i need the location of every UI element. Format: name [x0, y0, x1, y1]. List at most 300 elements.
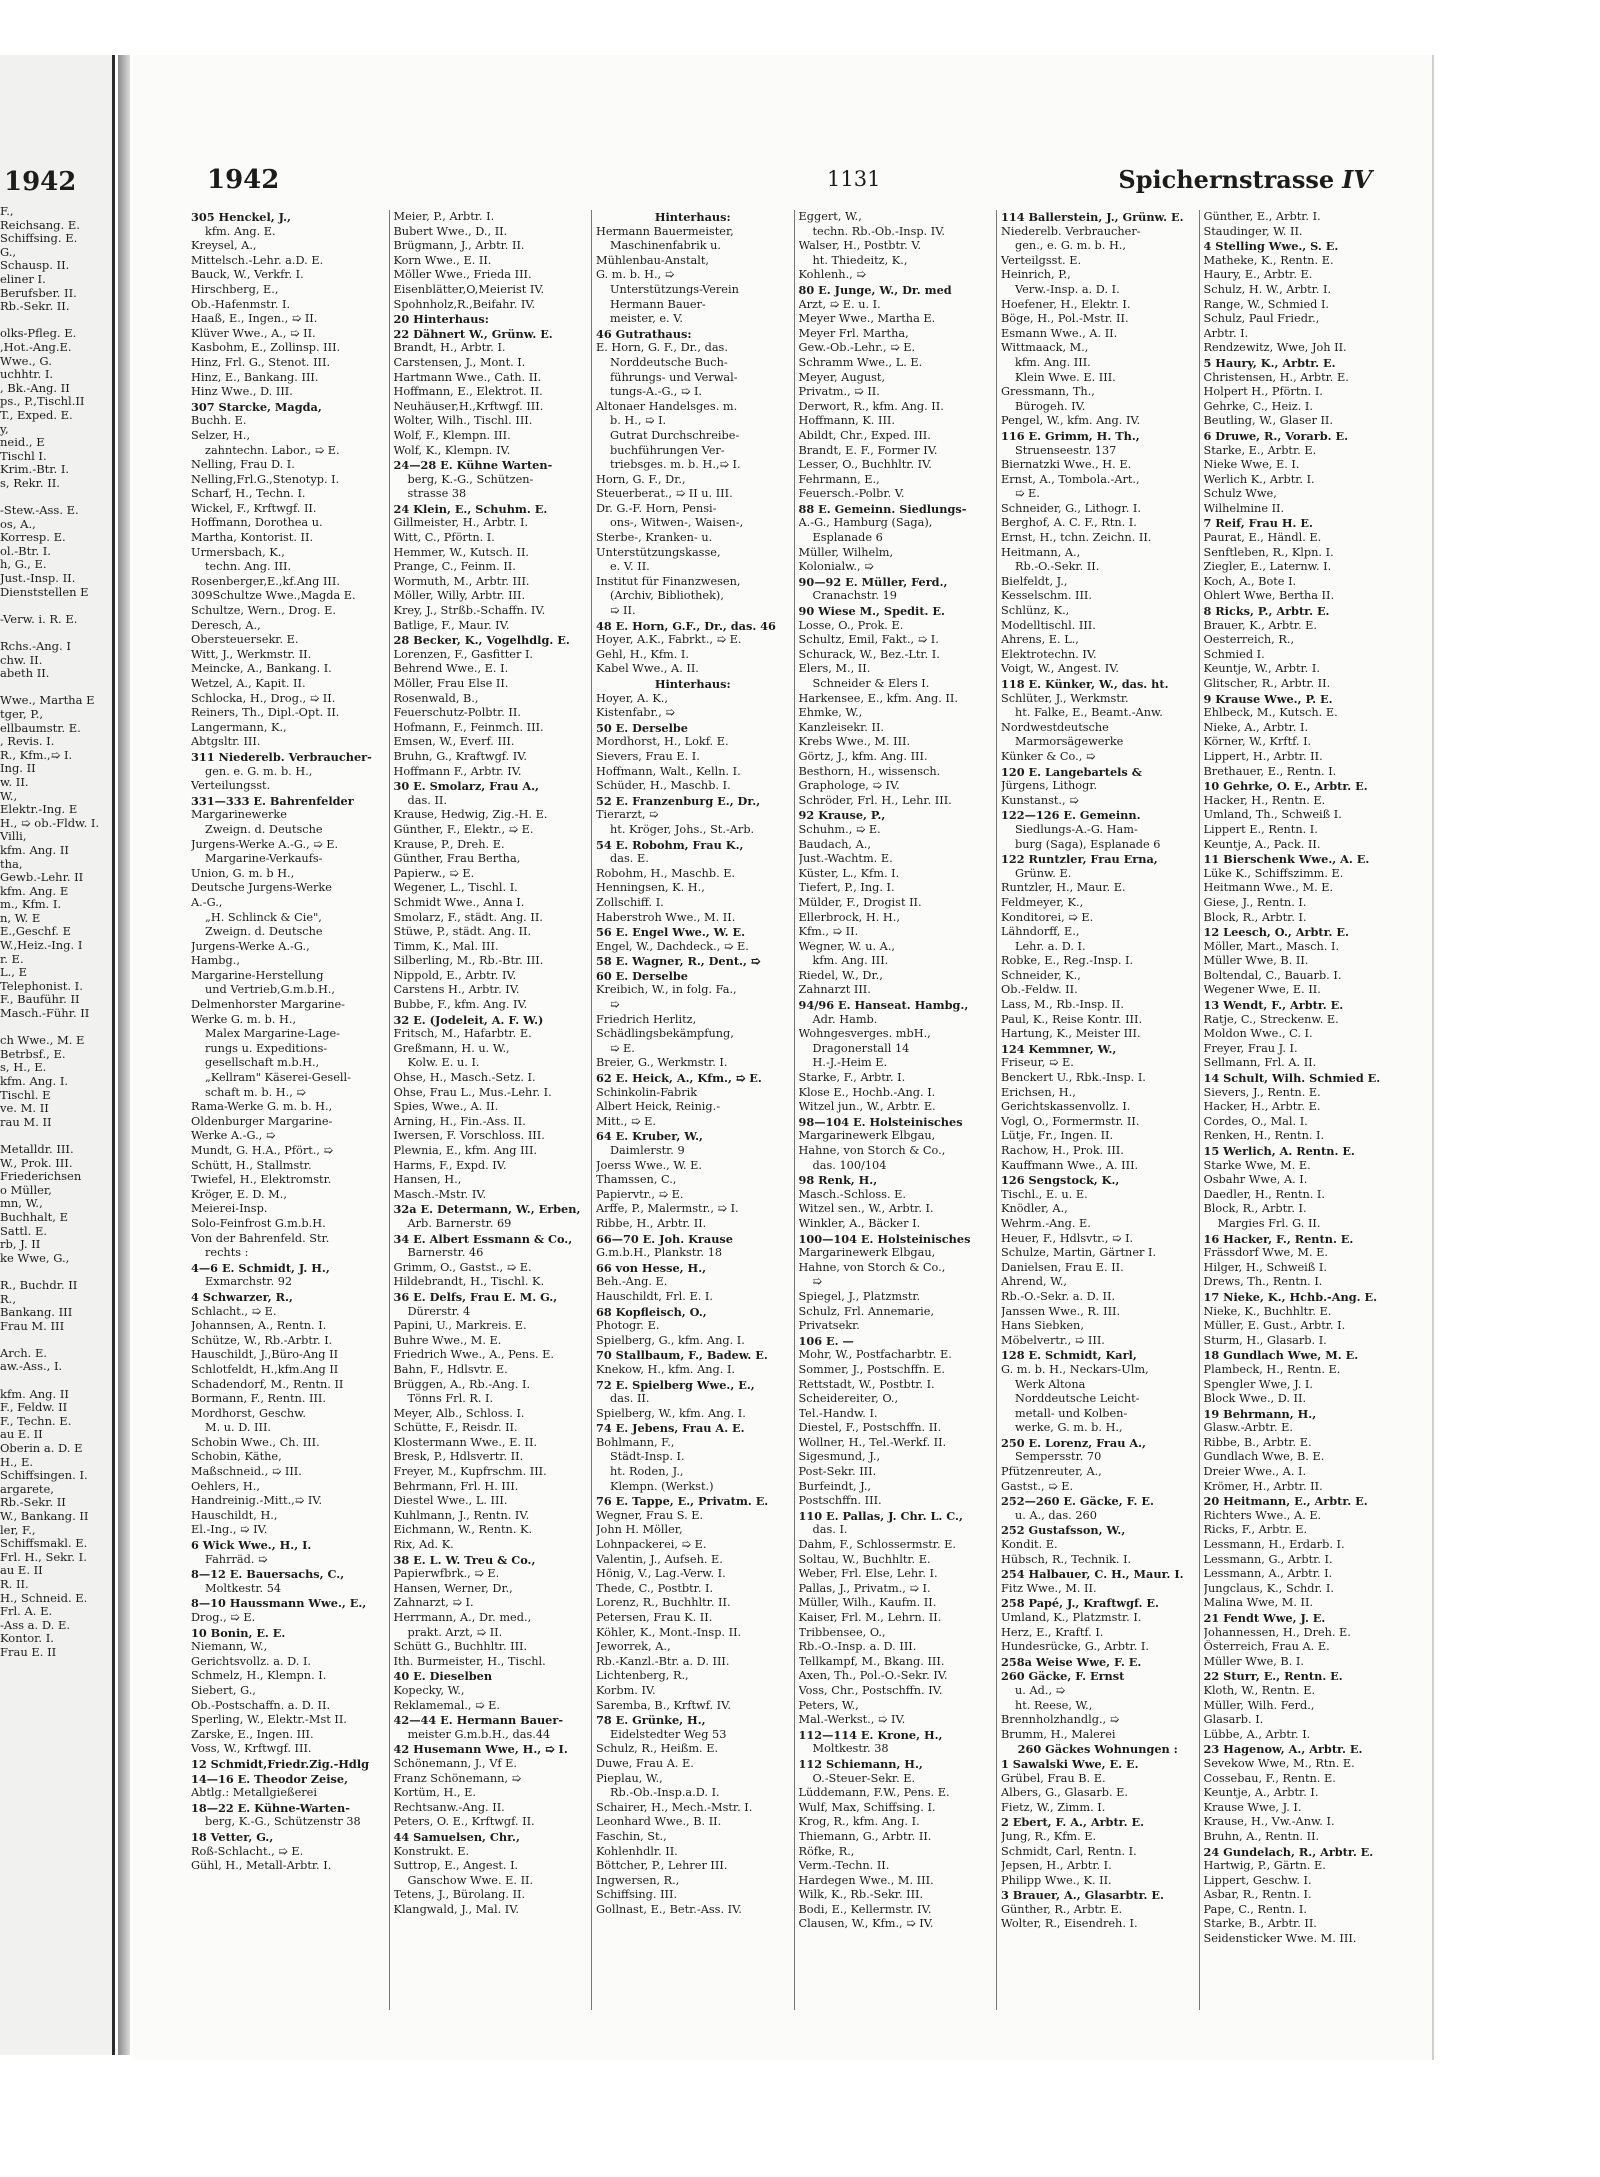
- directory-entry-line: Niemann, W.,: [191, 1640, 268, 1654]
- directory-entry-line: Sievers, J., Rentn. E.: [1203, 1085, 1321, 1099]
- directory-entry-line: 90 Wiese M., Spedit. E.: [798, 604, 945, 619]
- previous-page-line: E.,Geschf. E: [0, 925, 71, 939]
- directory-entry-line: Krog, R., kfm. Ang. I.: [798, 1815, 920, 1829]
- previous-page-line: Just.-Insp. II.: [0, 572, 76, 586]
- previous-page-line: olks-Pfleg. E.: [0, 327, 77, 341]
- directory-entry-line: Martha, Kontorist. II.: [191, 531, 314, 545]
- directory-entry-line: Janssen Wwe., R. III.: [1001, 1304, 1121, 1318]
- directory-entry-line: Brüggen, A., Rb.-Ang. I.: [393, 1377, 531, 1391]
- directory-entry-line: Modelltischl. III.: [1001, 618, 1096, 632]
- directory-entry-line: Schultz, Emil, Fakt., ➯ I.: [798, 633, 939, 647]
- directory-entry-line: 94/96 E. Hanseat. Hambg.,: [798, 998, 969, 1013]
- directory-entry-line: Thamssen, C.,: [596, 1173, 677, 1187]
- directory-entry-line: Stüwe, P., städt. Ang. II.: [393, 925, 532, 939]
- directory-entry-line: Biernatzki Wwe., H. E.: [1001, 458, 1132, 472]
- directory-entry-line: Korbm. IV.: [596, 1683, 656, 1697]
- directory-entry-line: Abildt, Chr., Exped. III.: [798, 428, 931, 442]
- directory-entry-line: Pengel, W., kfm. Ang. IV.: [1001, 414, 1141, 428]
- directory-entry-line: 307 Starcke, Magda,: [191, 399, 322, 414]
- directory-entry-line: Philipp Wwe., K. II.: [1001, 1873, 1112, 1887]
- directory-entry-line: Margarinewerk Elbgau,: [798, 1246, 936, 1260]
- previous-page-line: mn, W.,: [0, 1197, 43, 1211]
- directory-entry-line: 4 Schwarzer, R.,: [191, 1289, 293, 1304]
- directory-entry-line: Rix, Ad. K.: [393, 1538, 454, 1552]
- directory-entry-line: Norddeutsche Leicht-: [1015, 1392, 1140, 1406]
- directory-entry-line: Nelling,Frl.G.,Stenotyp. I.: [191, 472, 340, 486]
- directory-entry-line: Greßmann, H. u. W.,: [393, 1041, 510, 1055]
- directory-entry-line: Lass, M., Rb.-Insp. II.: [1001, 998, 1124, 1012]
- directory-entry-line: 42 Husemann Wwe, H., ➯ I.: [393, 1742, 568, 1757]
- directory-entry-line: tungs-A.-G., ➯ I.: [610, 385, 703, 399]
- directory-entry-line: Moltkestr. 54: [205, 1581, 282, 1595]
- directory-entry-line: Klüver Wwe., A., ➯ II.: [191, 326, 316, 340]
- directory-entry-line: Herz, E., Kraftf. I.: [1001, 1625, 1104, 1639]
- directory-entry-line: Görtz, J., kfm. Ang. III.: [798, 749, 928, 763]
- directory-entry-line: Schröder, Frl. H., Lehr. III.: [798, 793, 952, 807]
- directory-entry-line: Rb.-O.-Sekr. a. D. II.: [1001, 1289, 1116, 1303]
- previous-page-line: s, H., E.: [0, 1061, 47, 1075]
- previous-page-line: R., Buchdr. II: [0, 1278, 78, 1292]
- previous-page-line: G.,: [0, 245, 17, 259]
- directory-entry-line: gen. e. G. m. b. H.,: [205, 764, 313, 778]
- directory-entry-line: 5 Haury, K., Arbtr. E.: [1203, 355, 1336, 370]
- directory-entry-line: Rb.-Ob.-Insp.a.D. I.: [610, 1786, 720, 1800]
- directory-entry-line: Block Wwe., D. II.: [1203, 1392, 1307, 1406]
- directory-entry-line: Werlich K., Arbtr. I.: [1203, 472, 1315, 486]
- directory-entry-line: Institut für Finanzwesen,: [596, 574, 741, 588]
- previous-page-line: H., Schneid. E.: [0, 1591, 88, 1605]
- directory-entry-line: Wehrm.-Ang. E.: [1001, 1216, 1091, 1230]
- directory-entry-line: zahntechn. Labor., ➯ E.: [205, 443, 340, 457]
- directory-entry-line: ht. Falke, E., Beamt.-Anw.: [1015, 706, 1163, 720]
- directory-entry-line: Frässdorf Wwe, M. E.: [1203, 1246, 1329, 1260]
- directory-entry-line: Kröger, E. D. M.,: [191, 1187, 287, 1201]
- directory-entry-line: 13 Wendt, F., Arbtr. E.: [1203, 998, 1344, 1013]
- previous-page-lines: [0, 205, 112, 1660]
- directory-entry-line: Daedler, H., Rentn. I.: [1203, 1187, 1325, 1201]
- book-gutter: [118, 55, 130, 2055]
- previous-page-line: Metalldr. III.: [0, 1142, 74, 1156]
- directory-entry-line: Kabel Wwe., A. II.: [596, 662, 699, 676]
- directory-entry-line: Plewnia, E., kfm. Ang III.: [393, 1144, 538, 1157]
- previous-page-line: r. E.: [0, 952, 24, 966]
- directory-entry-line: ht. Thiedeitz, K.,: [812, 253, 908, 267]
- directory-entry-line: Rb.-O.-Insp. a. D. III.: [798, 1640, 917, 1654]
- directory-entry-line: Rama-Werke G. m. b. H.,: [191, 1100, 333, 1114]
- previous-page-line: os, A.,: [0, 517, 36, 531]
- directory-entry-line: 88 E. Gemeinn. Siedlungs-: [798, 501, 967, 516]
- directory-entry-line: Hauschildt, J.,Büro-Ang II: [191, 1348, 339, 1362]
- directory-entry-line: das. E.: [610, 852, 649, 866]
- directory-entry-line: A.-G.,: [191, 895, 223, 909]
- directory-entry-line: Nieke, A., Arbtr. I.: [1203, 720, 1309, 734]
- previous-page-line: ol.-Btr. I.: [0, 544, 51, 558]
- directory-entry-line: Fahrräd. ➯: [205, 1552, 268, 1566]
- directory-entry-line: Graphologe, ➯ IV.: [798, 779, 900, 793]
- directory-entry-line: Klempn. (Werkst.): [610, 1479, 714, 1493]
- directory-entry-line: Österreich, Frau A. E.: [1203, 1640, 1330, 1654]
- directory-entry-line: Selzer, H.,: [191, 428, 251, 442]
- directory-entry-line: Möller, Mart., Masch. I.: [1203, 939, 1340, 953]
- directory-entry-line: Reklamemal., ➯ E.: [393, 1698, 501, 1712]
- directory-entry-line: 34 E. Albert Essmann & Co.,: [393, 1231, 573, 1246]
- directory-entry-line: 14 Schult, Wilh. Schmied E.: [1203, 1071, 1381, 1086]
- directory-entry-line: Krömer, H., Arbtr. II.: [1203, 1479, 1323, 1493]
- directory-entry-line: Nieke Wwe, E. I.: [1203, 458, 1300, 472]
- directory-entry-line: 116 E. Grimm, H. Th.,: [1001, 428, 1140, 443]
- directory-entry-line: rechts :: [205, 1246, 249, 1260]
- directory-entry-line: Elektrotechn. IV.: [1001, 647, 1097, 661]
- directory-entry-line: Abtlg.: Metallgießerei: [191, 1786, 317, 1800]
- directory-entry-line: Schobin, Käthe,: [191, 1450, 282, 1464]
- directory-entry-line: Vogl, O., Formermstr. II.: [1001, 1114, 1140, 1128]
- directory-entry-line: 120 E. Langebartels &: [1001, 764, 1142, 779]
- directory-entry-line: Tribbensee, O.,: [798, 1625, 886, 1639]
- directory-entry-line: Möller, Willy, Arbtr. III.: [393, 589, 526, 603]
- directory-entry-line: 98 Renk, H.,: [798, 1173, 878, 1188]
- directory-entry-line: Korn Wwe., E. II.: [393, 253, 492, 267]
- directory-entry-line: ht. Kröger, Johs., St.-Arb.: [610, 822, 755, 836]
- directory-entry-line: Hinz, E., Bankang. III.: [191, 370, 319, 384]
- directory-entry-line: 126 Sengstock, K.,: [1001, 1173, 1120, 1188]
- directory-entry-line: Harkensee, E., kfm. Ang. II.: [798, 691, 958, 705]
- directory-entry-line: Solo-Feinfrost G.m.b.H.: [191, 1216, 326, 1230]
- directory-entry-line: Bubert Wwe., D., II.: [393, 224, 508, 238]
- directory-entry-line: Hans Siebken,: [1001, 1319, 1084, 1333]
- directory-entry-line: Hemmer, W., Kutsch. II.: [393, 545, 530, 559]
- directory-entry-line: Sterbe-, Kranken- u.: [596, 531, 713, 545]
- directory-entry-line: Nordwestdeutsche: [1001, 720, 1109, 734]
- directory-entry-line: Moltkestr. 38: [812, 1742, 889, 1756]
- previous-page-line: tger, P.,: [0, 707, 44, 721]
- directory-entry-line: Sigesmund, J.,: [798, 1450, 881, 1464]
- directory-entry-line: Dreier Wwe., A. I.: [1203, 1465, 1307, 1479]
- previous-page-line: Friederichsen: [0, 1170, 82, 1184]
- previous-page-line: [0, 626, 112, 640]
- directory-entry-line: Schobin Wwe., Ch. III.: [191, 1435, 320, 1449]
- previous-page-line: [0, 599, 112, 613]
- directory-entry-line: Benckert U., Rbk.-Insp. I.: [1001, 1071, 1146, 1085]
- previous-page-line: [0, 1333, 112, 1347]
- directory-entry-line: Ahrens, E. L.,: [1001, 633, 1079, 647]
- directory-entry-line: 21 Fendt Wwe, J. E.: [1203, 1611, 1326, 1625]
- directory-entry-line: Starke, F., Arbtr. I.: [798, 1071, 906, 1085]
- directory-entry-line: Ehlbeck, M., Kutsch. E.: [1203, 706, 1338, 720]
- directory-entry-line: Bruhn, G., Kraftwgf. IV.: [393, 749, 527, 763]
- directory-entry-line: Obersteuersekr. E.: [191, 633, 299, 647]
- directory-entry-line: Horn, G. F., Dr.,: [596, 472, 686, 486]
- directory-entry-line: Niederelb. Verbraucher-: [1001, 224, 1141, 238]
- directory-entry-line: Plambeck, H., Rentn. E.: [1203, 1362, 1341, 1376]
- directory-entry-line: 110 E. Pallas, J. Chr. L. C.,: [798, 1508, 963, 1523]
- directory-entry-line: Hansen, Werner, Dr.,: [393, 1581, 513, 1595]
- previous-page-line: Frl. A. E.: [0, 1605, 53, 1619]
- directory-entry-line: Müller Wwe, B. I.: [1203, 1654, 1304, 1668]
- page-year: 1942: [207, 165, 280, 195]
- directory-entry-line: Mordhorst, H., Lokf. E.: [596, 735, 729, 749]
- directory-entry-line: Esplanade 6: [812, 531, 883, 545]
- directory-entry-line: Block, R., Arbtr. I.: [1203, 1202, 1307, 1216]
- directory-entry-line: 74 E. Jebens, Frau A. E.: [596, 1421, 745, 1436]
- directory-entry-line: Gutrat Durchschreibe-: [610, 428, 740, 442]
- directory-entry-line: Leonhard Wwe., B. II.: [596, 1815, 722, 1829]
- previous-page-strip: [0, 55, 115, 2055]
- directory-entry-line: Mittelsch.-Lehr. a.D. E.: [191, 253, 324, 267]
- directory-entry-line: 58 E. Wagner, R., Dent., ➯: [596, 954, 761, 969]
- directory-entry-line: Konditorei, ➯ E.: [1001, 910, 1094, 924]
- directory-entry-line: 10 Bonin, E. E.: [191, 1625, 286, 1640]
- directory-entry-line: 8—12 E. Bauersachs, C.,: [191, 1567, 345, 1582]
- directory-entry-line: G. m. b. H., ➯: [596, 268, 675, 282]
- previous-page-line: W., Bankang. II: [0, 1510, 89, 1523]
- directory-entry-line: Zollschiff. I.: [596, 895, 664, 909]
- directory-entry-line: Städt-Insp. I.: [610, 1450, 685, 1464]
- directory-entry-line: Dr. G.-F. Horn, Pensi-: [596, 501, 717, 515]
- directory-entry-line: Boltendal, C., Bauarb. I.: [1203, 968, 1342, 982]
- previous-page-line: Kontor. I.: [0, 1632, 54, 1646]
- directory-entry-line: Beutling, W., Glaser II.: [1203, 414, 1333, 428]
- previous-page-line: Frl. H., Sekr. I.: [0, 1550, 87, 1564]
- directory-entry-line: Verteilungsst.: [191, 779, 271, 793]
- directory-entry-line: Besthorn, H., wissensch.: [798, 764, 941, 778]
- directory-entry-line: Witzel sen., W., Arbtr. I.: [798, 1202, 934, 1216]
- directory-entry-line: Jungclaus, K., Schdr. I.: [1203, 1581, 1334, 1595]
- directory-entry-line: Iwersen, F. Vorschloss. III.: [393, 1129, 545, 1143]
- previous-page-line: kfm. Ang. I.: [0, 1075, 69, 1088]
- directory-entry-line: Bormann, F., Rentn. III.: [191, 1392, 326, 1406]
- directory-entry-line: Wegener Wwe, E. II.: [1203, 983, 1321, 997]
- directory-entry-line: 12 Leesch, O., Arbtr. E.: [1203, 925, 1349, 940]
- directory-entry-line: Bodi, E., Kellermstr. IV.: [798, 1902, 932, 1916]
- directory-entry-line: Hübsch, R., Technik. I.: [1001, 1552, 1132, 1566]
- directory-entry-line: Esmann Wwe., A. II.: [1001, 326, 1118, 340]
- directory-entry-line: Spengler Wwe, J. I.: [1203, 1377, 1313, 1391]
- directory-entry-line: Runtzler, H., Maur. E.: [1001, 881, 1126, 895]
- previous-page-year: 1942: [4, 167, 77, 197]
- directory-entry-line: Spiegel, J., Platzmstr.: [798, 1289, 921, 1303]
- directory-entry-line: Schädlingsbekämpfung,: [596, 1027, 734, 1041]
- directory-entry-line: 18 Gundlach Wwe, M. E.: [1203, 1348, 1359, 1363]
- directory-entry-line: Soltau, W., Buchhltr. E.: [798, 1552, 931, 1566]
- directory-entry-line: 46 Gutrathaus:: [596, 326, 692, 341]
- directory-entry-line: Engel, W., Dachdeck., ➯ E.: [596, 939, 749, 953]
- directory-entry-line: 92 Krause, P.,: [798, 808, 886, 823]
- directory-entry-line: Bresk, P., Hdlsvertr. II.: [393, 1450, 524, 1464]
- directory-entry-line: kfm. Ang. E.: [205, 224, 276, 238]
- previous-page-line: au E. II: [0, 1564, 43, 1578]
- directory-entry-line: Mundt, G. H.A., Pfört., ➯: [191, 1144, 334, 1157]
- directory-entry-line: Bubbe, F., kfm. Ang. IV.: [393, 998, 528, 1012]
- scan-top-margin: [0, 0, 1600, 48]
- directory-entry-line: Kohlenhdlr. II.: [596, 1844, 678, 1858]
- previous-page-line: H., E.: [0, 1455, 34, 1469]
- directory-entry-line: Kondit. E.: [1001, 1538, 1058, 1552]
- directory-entry-line: Eggert, W.,: [798, 210, 862, 223]
- directory-entry-line: Postschffn. III.: [798, 1494, 882, 1508]
- directory-entry-line: A.-G., Hamburg (Saga),: [798, 516, 933, 530]
- directory-entry-line: 24—28 E. Kühne Warten-: [393, 458, 553, 473]
- directory-entry-line: Wegner, W. u. A.,: [798, 939, 896, 953]
- directory-entry-line: Schulze, Martin, Gärtner I.: [1001, 1246, 1157, 1260]
- directory-entry-line: Keuntje, W., Arbtr. I.: [1203, 662, 1320, 676]
- directory-entry-line: Röfke, R.,: [798, 1844, 855, 1858]
- directory-entry-line: kfm. Ang. III.: [1015, 355, 1091, 369]
- directory-entry-line: Fritsch, M., Hafarbtr. E.: [393, 1027, 532, 1041]
- directory-entry-line: Johannessen, H., Dreh. E.: [1203, 1625, 1351, 1639]
- directory-entry-line: Fietz, W., Zimm. I.: [1001, 1800, 1106, 1814]
- directory-entry-line: 8 Ricks, P., Arbtr. E.: [1203, 604, 1330, 619]
- directory-entry-line: 112—114 E. Krone, H.,: [798, 1727, 943, 1742]
- directory-entry-line: Brennholzhandlg., ➯: [1001, 1713, 1120, 1727]
- previous-page-line: Reichsang. E.: [0, 218, 80, 232]
- directory-entry-line: Behrend Wwe., E. I.: [393, 662, 509, 676]
- directory-entry-line: Pape, C., Rentn. I.: [1203, 1902, 1307, 1916]
- previous-page-line: F.,: [0, 205, 14, 218]
- directory-entry-line: Günther, R., Arbtr. E.: [1001, 1902, 1123, 1916]
- street-name: Spichernstrasse: [1118, 165, 1335, 194]
- directory-entry-line: Keuntje, A., Arbtr. I.: [1203, 1786, 1319, 1800]
- directory-entry-line: Langermann, K.,: [191, 720, 287, 734]
- directory-entry-line: Arffe, P., Malermstr., ➯ I.: [596, 1202, 739, 1216]
- directory-entry-line: Bahn, F., Hdlsvtr. E.: [393, 1362, 508, 1376]
- directory-entry-line: Paul, K., Reise Kontr. III.: [1001, 1012, 1143, 1026]
- directory-entry-line: Werke G. m. b. H.,: [191, 1012, 297, 1026]
- directory-entry-line: Beh.-Ang. E.: [596, 1275, 668, 1289]
- previous-page-line: T., Exped. E.: [0, 408, 73, 422]
- directory-entry-line: Brügmann, J., Arbtr. II.: [393, 239, 525, 253]
- directory-entry-line: Meyer Wwe., Martha E.: [798, 312, 936, 326]
- directory-entry-line: Hermann Bauermeister,: [596, 224, 734, 238]
- directory-entry-line: Lesser, O., Buchhltr. IV.: [798, 458, 932, 472]
- directory-entry-line: Weber, Frl. Else, Lehr. I.: [798, 1567, 938, 1581]
- previous-page-line: m., Kfm. I.: [0, 898, 62, 912]
- directory-entry-line: Winkler, A., Bäcker I.: [798, 1216, 921, 1230]
- directory-entry-line: Klostermann Wwe., E. II.: [393, 1435, 538, 1449]
- page-number: 1131: [827, 167, 881, 191]
- directory-entry-line: 124 Kemmner, W.,: [1001, 1041, 1117, 1056]
- directory-entry-line: 15 Werlich, A. Rentn. E.: [1203, 1144, 1355, 1158]
- directory-entry-line: Glitscher, R., Arbtr. II.: [1203, 677, 1331, 690]
- previous-page-line: H., ➯ ob.-Fldw. I.: [0, 816, 100, 830]
- previous-page-line: [0, 1374, 112, 1388]
- directory-entry-line: Joerss Wwe., W. E.: [596, 1158, 702, 1172]
- directory-entry-line: Feuerschutz-Polbtr. II.: [393, 706, 521, 720]
- directory-entry-line: Hönig, V., Lag.-Verw. I.: [596, 1567, 726, 1581]
- directory-entry-line: 258 Papé, J., Kraftwgf. E.: [1001, 1596, 1159, 1611]
- directory-entry-line: 4—6 E. Schmidt, J. H.,: [191, 1260, 330, 1275]
- directory-entry-line: Günther, E., Arbtr. I.: [1203, 210, 1321, 223]
- directory-entry-line: meister, e. V.: [610, 312, 684, 326]
- directory-entry-line: Renken, H., Rentn. I.: [1203, 1129, 1325, 1143]
- directory-entry-line: Deutsche Jurgens-Werke: [191, 881, 332, 895]
- directory-entry-line: Harms, F., Expd. IV.: [393, 1158, 507, 1172]
- directory-entry-line: Batlige, F., Maur. IV.: [393, 618, 510, 632]
- directory-entry-line: Hoffmann, E., Elektrot. II.: [393, 385, 543, 399]
- directory-entry-line: Privatsekr.: [798, 1319, 860, 1333]
- directory-entry-line: 252 Gustafsson, W.,: [1001, 1523, 1126, 1538]
- directory-entry-line: 250 E. Lorenz, Frau A.,: [1001, 1435, 1146, 1450]
- previous-page-line: [0, 1129, 112, 1143]
- previous-page-line: Korresp. E.: [0, 531, 66, 545]
- directory-entry-line: Heuer, F., Hdlsvtr., ➯ I.: [1001, 1231, 1134, 1245]
- column-3: [592, 210, 795, 2010]
- previous-page-line: Rb.-Sekr. II: [0, 1496, 66, 1510]
- directory-entry-line: Lessmann, A., Arbtr. I.: [1203, 1567, 1333, 1581]
- directory-entry-line: Wilhelmine II.: [1203, 501, 1285, 515]
- directory-entry-line: Verteilgsst. E.: [1001, 253, 1082, 267]
- directory-entry-line: Mal.-Werkst., ➯ IV.: [798, 1713, 906, 1727]
- directory-entry-line: Wickel, F., Krftwgf. II.: [191, 501, 317, 515]
- previous-page-line: F., Bauführ. II: [0, 993, 80, 1007]
- previous-page-line: au E. II: [0, 1428, 43, 1442]
- directory-entry-line: berg, K.-G., Schützen-: [407, 472, 534, 486]
- directory-entry-line: 72 E. Spielberg Wwe., E.,: [596, 1377, 755, 1392]
- directory-entry-line: 78 E. Grünke, H.,: [596, 1713, 706, 1728]
- directory-entry-line: u. Ad., ➯: [1015, 1683, 1066, 1697]
- directory-entry-line: Hinz Wwe., D. III.: [191, 385, 293, 399]
- directory-entry-line: Urmersbach, K.,: [191, 545, 285, 559]
- directory-entry-line: Klein Wwe. E. III.: [1015, 370, 1116, 384]
- directory-entry-line: Margies Frl. G. II.: [1217, 1216, 1321, 1230]
- directory-entry-line: Axen, Th., Pol.-O.-Sekr. IV.: [798, 1669, 948, 1683]
- directory-entry-line: Cranachstr. 19: [812, 589, 897, 603]
- directory-entry-line: Staudinger, W. II.: [1203, 224, 1303, 238]
- directory-entry-line: Osbahr Wwe, A. I.: [1203, 1173, 1308, 1187]
- directory-entry-line: Lessmann, H., Erdarb. I.: [1203, 1538, 1345, 1552]
- directory-entry-line: Kohlenh., ➯: [798, 268, 866, 282]
- directory-entry-line: Friseur, ➯ E.: [1001, 1056, 1074, 1070]
- directory-entry-line: Schütze, W., Rb.-Arbtr. I.: [191, 1333, 333, 1347]
- previous-page-line: [0, 1021, 112, 1035]
- directory-entry-line: 2 Ebert, F. A., Arbtr. E.: [1001, 1815, 1144, 1830]
- directory-entry-line: Twiefel, H., Elektromstr.: [191, 1173, 332, 1187]
- directory-entry-line: Körner, W., Krftf. I.: [1203, 735, 1312, 749]
- directory-entry-line: Margarine-Herstellung: [191, 968, 324, 982]
- directory-entry-line: Freyer, Frau J. I.: [1203, 1041, 1298, 1055]
- directory-entry-line: Clausen, W., Kfm., ➯ IV.: [798, 1917, 934, 1931]
- directory-entry-line: Gundlach Wwe, B. E.: [1203, 1450, 1325, 1464]
- directory-entry-line: Keuntje, A., Pack. II.: [1203, 837, 1321, 851]
- directory-entry-line: 3 Brauer, A., Glasarbtr. E.: [1001, 1888, 1164, 1903]
- previous-page-line: R., Kfm.,➯ I.: [0, 748, 73, 762]
- directory-entry-line: Böge, H., Pol.-Mstr. II.: [1001, 312, 1129, 326]
- directory-entry-line: Pfützenreuter, A.,: [1001, 1465, 1102, 1479]
- previous-page-line: Ing. II: [0, 762, 36, 776]
- directory-entry-line: Rechtsanw.-Ang. II.: [393, 1800, 505, 1814]
- directory-entry-line: techn. Ang. III.: [205, 560, 292, 574]
- directory-entry-line: Danielsen, Frau E. II.: [1001, 1260, 1124, 1274]
- directory-entry-line: Spielberg, W., kfm. Ang. I.: [596, 1406, 746, 1420]
- directory-entry-line: Ribbe, B., Arbtr. E.: [1203, 1435, 1312, 1449]
- directory-entry-line: Möller Wwe., Frieda III.: [393, 268, 532, 282]
- directory-entry-line: Krause, Hedwig, Zig.-H. E.: [393, 808, 548, 822]
- directory-entry-line: Grübel, Frau B. E.: [1001, 1771, 1106, 1785]
- directory-entry-line: strasse 38: [407, 487, 467, 501]
- directory-entry-line: Rendzewitz, Wwe, Joh II.: [1203, 341, 1347, 355]
- previous-page-line: abeth II.: [0, 667, 50, 681]
- directory-entry-line: Spohnholz,R.,Beifahr. IV.: [393, 297, 536, 311]
- directory-entry-line: Ribbe, H., Arbtr. II.: [596, 1216, 707, 1230]
- previous-page-line: kfm. Ang. II: [0, 1387, 69, 1401]
- directory-entry-line: Albers, G., Glasarb. E.: [1001, 1786, 1129, 1800]
- previous-page-line: Tischl I.: [0, 449, 47, 463]
- previous-page-line: rb, J. II: [0, 1238, 41, 1252]
- directory-entry-line: Kaiser, Frl. M., Lehrn. II.: [798, 1611, 942, 1624]
- directory-entry-line: Klose E., Hochb.-Ang. I.: [798, 1085, 936, 1099]
- directory-entry-line: Köhler, K., Mont.-Insp. II.: [596, 1625, 742, 1639]
- directory-entry-line: Ellerbrock, H. H.,: [798, 910, 900, 924]
- directory-entry-line: Giese, J., Rentn. I.: [1203, 895, 1307, 909]
